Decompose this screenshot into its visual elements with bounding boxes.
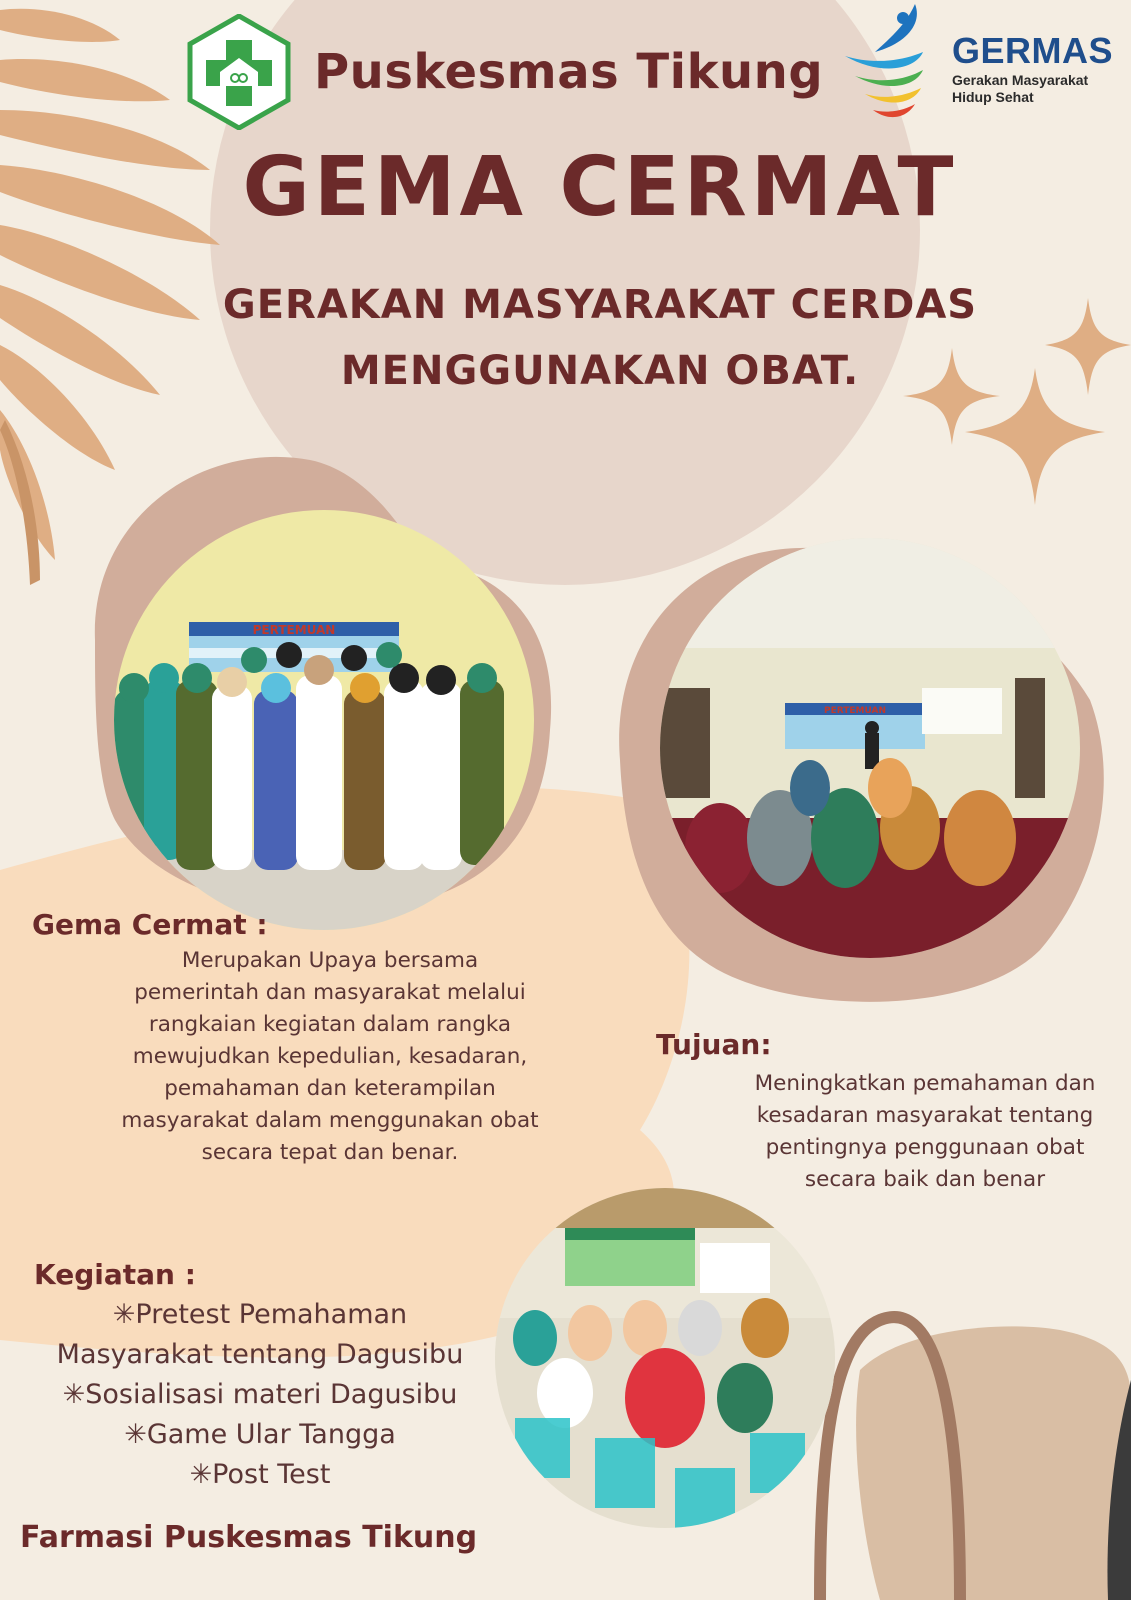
- kegiatan-heading: Kegiatan :: [34, 1258, 196, 1291]
- list-item: ✳Sosialisasi materi Dagusibu: [62, 1379, 458, 1410]
- meeting-hall-photo: [660, 538, 1080, 958]
- subtitle-line2: MENGGUNAKAN OBAT.: [340, 348, 860, 394]
- germas-title: GERMAS: [952, 30, 1114, 71]
- list-item: Masyarakat tentang Dagusibu: [56, 1339, 464, 1370]
- tujuan-line: Meningkatkan pemahaman dan: [754, 1071, 1096, 1096]
- footer-credit: Farmasi Puskesmas Tikung: [20, 1520, 478, 1555]
- tan-shape-bottom-right: [856, 1326, 1131, 1600]
- group-photo: [114, 510, 534, 930]
- kegiatan-list: [30, 1295, 490, 1495]
- subtitle: [150, 272, 1050, 404]
- gema-line: pemahaman dan keterampilan: [164, 1076, 496, 1101]
- main-title: GEMA CERMAT: [242, 140, 958, 235]
- list-item: ✳Pretest Pemahaman: [112, 1299, 408, 1330]
- activity-photo: [495, 1188, 835, 1528]
- green-cross-house-logo-icon: [186, 14, 292, 130]
- tujuan-line: pentingnya penggunaan obat: [765, 1135, 1085, 1160]
- org-name: Puskesmas Tikung: [314, 44, 824, 100]
- tujuan-line: secara baik dan benar: [804, 1167, 1046, 1192]
- germas-tagline-line1: Gerakan Masyarakat: [952, 72, 1089, 88]
- gema-line: pemerintah dan masyarakat melalui: [134, 980, 526, 1005]
- gema-line: mewujudkan kepedulian, kesadaran,: [132, 1044, 528, 1069]
- photo2-banner-text: PERTEMUAN: [823, 706, 887, 716]
- subtitle-line1: GERAKAN MASYARAKAT CERDAS: [222, 282, 978, 328]
- gema-cermat-heading: Gema Cermat :: [32, 908, 268, 941]
- gema-line: secara tepat dan benar.: [201, 1140, 459, 1165]
- list-item: ✳Post Test: [189, 1459, 331, 1490]
- gema-line: masyarakat dalam menggunakan obat: [121, 1108, 539, 1133]
- gema-line: Merupakan Upaya bersama: [181, 948, 479, 973]
- gema-line: rangkaian kegiatan dalam rangka: [148, 1012, 512, 1037]
- photo1-banner-text: PERTEMUAN: [252, 623, 336, 637]
- tujuan-description: [730, 1068, 1120, 1196]
- germas-tagline-line2: Hidup Sehat: [952, 89, 1034, 105]
- tujuan-line: kesadaran masyarakat tentang: [756, 1103, 1094, 1128]
- tujuan-heading: Tujuan:: [656, 1028, 772, 1061]
- list-item: ✳Game Ular Tangga: [124, 1419, 396, 1450]
- gema-cermat-description: [80, 945, 580, 1169]
